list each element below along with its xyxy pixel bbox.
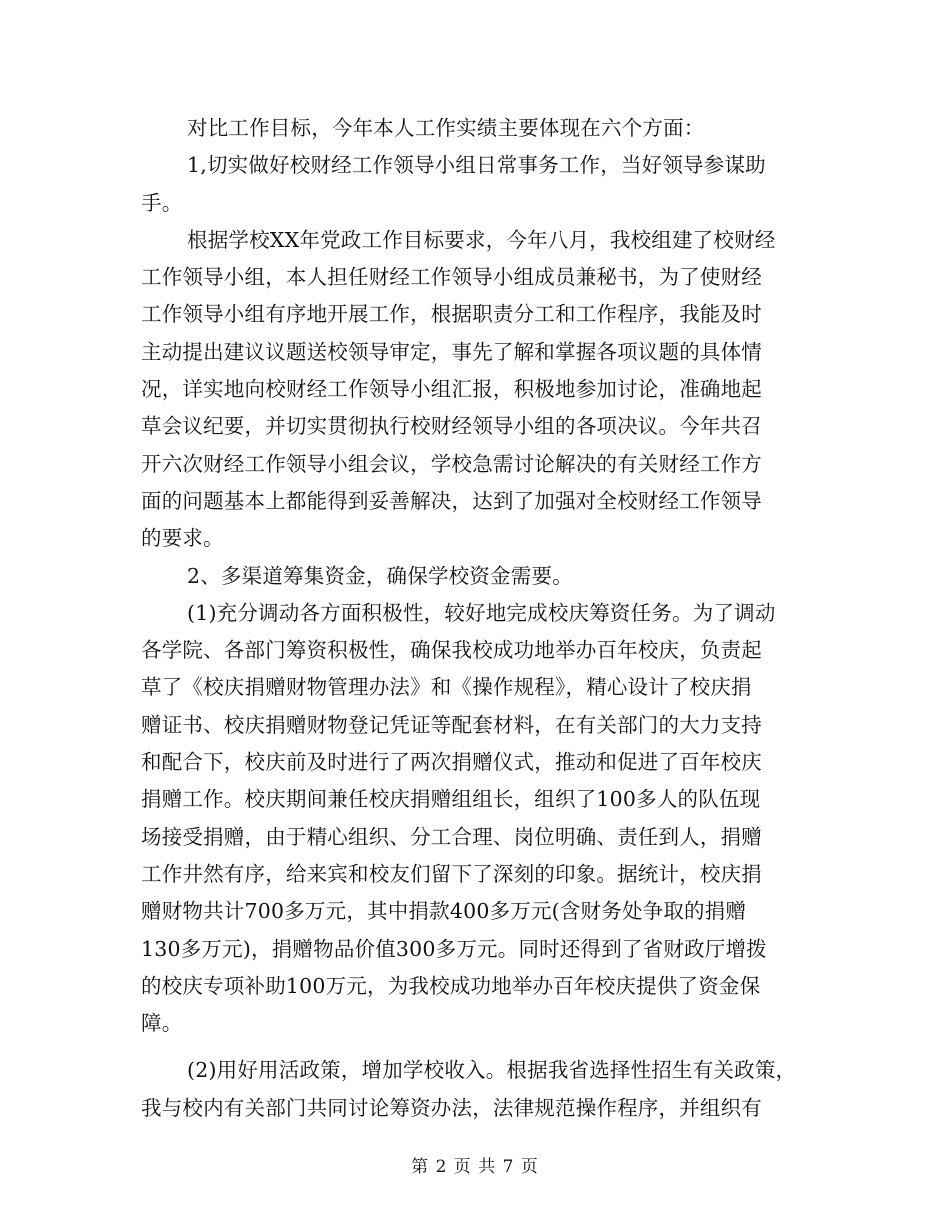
paragraph-line: 草了《校庆捐赠财物管理办法》和《操作规程》，精心设计了校庆捐 [141,675,752,700]
paragraph-line: 赠财物共计700多万元，其中捐款400多万元(含财务处争取的捐赠 [141,899,747,924]
paragraph-line: 的要求。 [141,526,224,551]
paragraph-line: 面的问题基本上都能得到妥善解决，达到了加强对全校财经工作领导 [141,488,762,513]
paragraph-line: 赠证书、校庆捐赠财物登记凭证等配套材料，在有关部门的大力支持 [141,712,762,737]
paragraph-line: 我与校内有关部门共同讨论筹资办法，法律规范操作程序，并组织有 [141,1095,762,1120]
paragraph-line: 况，详实地向校财经工作领导小组汇报，积极地参加讨论，准确地起 [141,377,762,402]
paragraph-line: 工作领导小组，本人担任财经工作领导小组成员兼秘书，为了使财经 [141,265,762,290]
paragraph-line: 捐赠工作。校庆期间兼任校庆捐赠组组长，组织了100多人的队伍现 [141,787,761,812]
paragraph-line: 开六次财经工作领导小组会议，学校急需讨论解决的有关财经工作方 [141,451,762,476]
paragraph-line: 对比工作目标，今年本人工作实绩主要体现在六个方面： [187,116,705,140]
paragraph-line: 工作领导小组有序地开展工作，根据职责分工和工作程序，我能及时 [141,302,762,327]
paragraph-line: 场接受捐赠，由于精心组织、分工合理、岗位明确、责任到人，捐赠 [141,824,762,849]
paragraph-line: 和配合下，校庆前及时进行了两次捐赠仪式，推动和促进了百年校庆 [141,750,762,775]
paragraph-line: 障。 [141,1011,183,1036]
heading-line: 1,切实做好校财经工作领导小组日常事务工作，当好领导参谋助 [187,153,766,178]
paragraph-gap [141,1042,831,1052]
paragraph-line: 的校庆专项补助100万元，为我校成功地举办百年校庆提供了资金保 [141,973,761,998]
paragraph-line: 根据学校XX年党政工作目标要求，今年八月，我校组建了校财经 [187,227,776,252]
paragraph-line: 主动提出建议议题送校领导审定，事先了解和掌握各项议题的具体情 [141,339,762,364]
paragraph-line: 130多万元)，捐赠物品价值300多万元。同时还得到了省财政厅增拨 [141,936,767,961]
paragraph-line: 草会议纪要，并切实贯彻执行校财经领导小组的各项决议。今年共召 [141,414,762,439]
heading-line: 手。 [141,190,183,215]
paragraph-line: 各学院、各部门筹资积极性，确保我校成功地举办百年校庆，负责起 [141,638,762,663]
paragraph-line: (1)充分调动各方面积极性，较好地完成校庆筹资任务。为了调动 [187,600,776,625]
page-number-footer: 第 2 页 共 7 页 [411,1157,539,1177]
body-text [141,110,831,1127]
heading-line: 2、多渠道筹集资金，确保学校资金需要。 [187,563,573,588]
paragraph-line: (2)用好用活政策，增加学校收入。根据我省选择性招生有关政策， [187,1058,797,1083]
paragraph-line: 工作井然有序，给来宾和校友们留下了深刻的印象。据统计，校庆捐 [141,861,762,886]
